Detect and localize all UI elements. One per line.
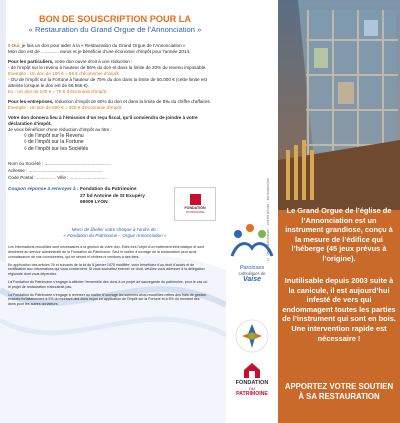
recu-text2: Je veux bénéficier d’une réduction d’impôt au titre :: [8, 127, 112, 132]
checkbox-icon[interactable]: ◊: [24, 139, 29, 146]
fine-print-2: En application des articles 39 et suivants de la loi du 6 janvier 1978 modifiée, vous bénéficiez d’un droit d’accès et de rectification aux informations qui vous concernent. Si vous souhaitez exercer ce droit, veuillez vous adresser à la délégation régionale dont vous dépendez.: [8, 262, 205, 277]
fondation-small-bottom: PATRIMOINE: [185, 210, 205, 215]
address-line-1: Fondation du Patrimoine: [80, 187, 137, 193]
particuliers-text: votre don ouvre droit à une réduction :: [54, 59, 133, 64]
appeal-block-3: APPORTEZ VOTRE SOUTIEN À SA RESTAURATION: [284, 382, 394, 401]
identity-fields: [8, 160, 222, 181]
fine-print-4: La Fondation du Patrimoine s’engage à reverser au maître d’ouvrage les sommes ainsi recueillies nettes des frais de gestion évalués forfaitairement à 5% du montant des dons reçus en application de l’impôt sur la Fortune et à 5% du montant des dons pour les autres donateurs.: [8, 292, 207, 307]
address-line-3: 69009 LYON: [80, 200, 108, 206]
paroisses-line-1: Paroisses: [239, 265, 265, 271]
fondation-logo-small: [174, 187, 216, 221]
fondation-small-top: FONDATION: [184, 206, 206, 211]
fondation-big-top: FONDATION: [235, 380, 269, 386]
diocese-emblem-icon: [234, 318, 270, 354]
coupon-label: Coupon réponse à renvoyer à :: [8, 187, 79, 193]
field-address[interactable]: Adresse : ..........................................................: [8, 168, 103, 174]
form-subtitle: « Restauration du Grand Orgue de l’Annonciation »: [28, 25, 202, 34]
particuliers-label: Pour les particuliers,: [8, 59, 54, 64]
fine-print-3: La Fondation du Patrimoine s’engage à affecter l’ensemble des dons à ce projet de sauvegarde du patrimoine, pour le cas où le projet de restauration n’aboutirait pas.: [8, 280, 208, 289]
form-title: BON DE SOUSCRIPTION POUR LA: [38, 14, 192, 24]
entreprises-example: Exemple : Un don de 500 € = 300 € d’économie d’impôt.: [8, 105, 123, 110]
fondation-logo-large: [232, 362, 272, 412]
paroisses-line-2: catholiques de: [238, 271, 266, 277]
diocese-logo: [234, 318, 270, 354]
checkbox-icon[interactable]: ◊: [8, 43, 11, 48]
appeal-block-1: Le Grand Orgue de l’église de l’Annonciation est un instrument grandiose, conçu à la mesure de l’édifice qui l’héberge (45 jeux prévus à l’origine).: [285, 206, 393, 263]
intro-amount: Mon don est de .............. euros et je bénéficie d’une économie d’impôt pour l’année 2014.: [8, 49, 191, 54]
fondation-house-large-icon: [243, 362, 261, 378]
appeal-panel: [278, 0, 400, 423]
address-line-2: 27 bd Antoine de St Exupéry: [80, 193, 145, 199]
stained-glass-photo: [278, 0, 400, 210]
form-content: [8, 0, 222, 307]
photo-credits: © Vaiseaxcitation - crédit photo : tarlouphotos: [266, 178, 270, 262]
fine-print: [8, 245, 208, 307]
field-postal-city[interactable]: Code Postal : ............... Ville : ..............................: [8, 175, 109, 181]
cheque-instructions: [8, 227, 222, 239]
fondation-big-du: DU: [249, 387, 255, 391]
option-societes[interactable]: ◊ de l’impôt sur les Sociétés: [24, 145, 89, 152]
coupon-section: [8, 187, 222, 221]
intro-oui: Oui,: [11, 43, 21, 48]
revenu-example: Exemple : Un don de 100 € = 66 € d’économie d’impôt.: [8, 71, 120, 76]
cheque-line-1: Merci de libeller votre chèque à l’ordre de :: [71, 227, 159, 233]
field-name[interactable]: Nom ou Société : ....................................................: [8, 161, 111, 167]
fortune-line: - OU de l’impôt sur la Fortune à hauteur de 75% du don dans la limite de 50.000 € (cette limite est atteinte lorsque le don est de 66.666 €).: [8, 77, 207, 88]
coupon-address: [80, 187, 168, 206]
fine-print-1: Les informations recueillies sont nécessaires à la gestion de votre don. Elles font l’objet d’un traitement informatique et sont destinées au service administratif de la Fondation du Patrimoine. Seul le maître d’ouvrage de la restauration peut avoir connaissance de vos coordonnées, qui ne seront ni cédées ni vendues à des tiers.: [8, 245, 205, 259]
fortune-example: Ex : Un don de 100 € = 75 € d’économie d’impôt.: [8, 89, 108, 94]
option-revenu[interactable]: ◊ de l’impôt sur le Revenu: [24, 133, 84, 139]
revenu-line: - de l’impôt sur le revenu à hauteur de 66% du don et dans la limite de 20% du revenu imposable.: [8, 65, 207, 70]
entreprises-label: Pour les entreprises,: [8, 99, 54, 104]
cheque-line-2: « Fondation du Patrimoine – Orgue Annonciation »: [63, 233, 167, 239]
checkbox-icon[interactable]: ◊: [24, 133, 29, 139]
checkbox-icon[interactable]: ◊: [24, 145, 29, 152]
recu-text: Votre don donnera lieu à l’émission d’un reçu fiscal, qu’il conviendra de joindre à votre déclaration d’impôt.: [8, 115, 198, 126]
fondation-house-icon: [190, 194, 201, 205]
appeal-block-2: Inutilisable depuis 2003 suite à la canicule, il est aujourd’hui infesté de vers qui endommagent toutes les parties de l’instrument qui sont en bois. Une intervention rapide est nécessaire !: [282, 276, 396, 343]
paroisses-line-3: Vaise: [242, 276, 262, 284]
entreprises-text: réduction d’impôt de 60% du don et dans la limite de 5‰ du chiffre d’affaires.: [54, 99, 212, 104]
option-fortune[interactable]: ◊ de l’impôt sur la Fortune: [24, 139, 84, 146]
fondation-big-bottom: PATRIMOINE: [236, 391, 268, 397]
intro-text: je fais un don pour aider à la « Restauration du Grand Orgue de l’Annonciation »: [21, 43, 186, 48]
